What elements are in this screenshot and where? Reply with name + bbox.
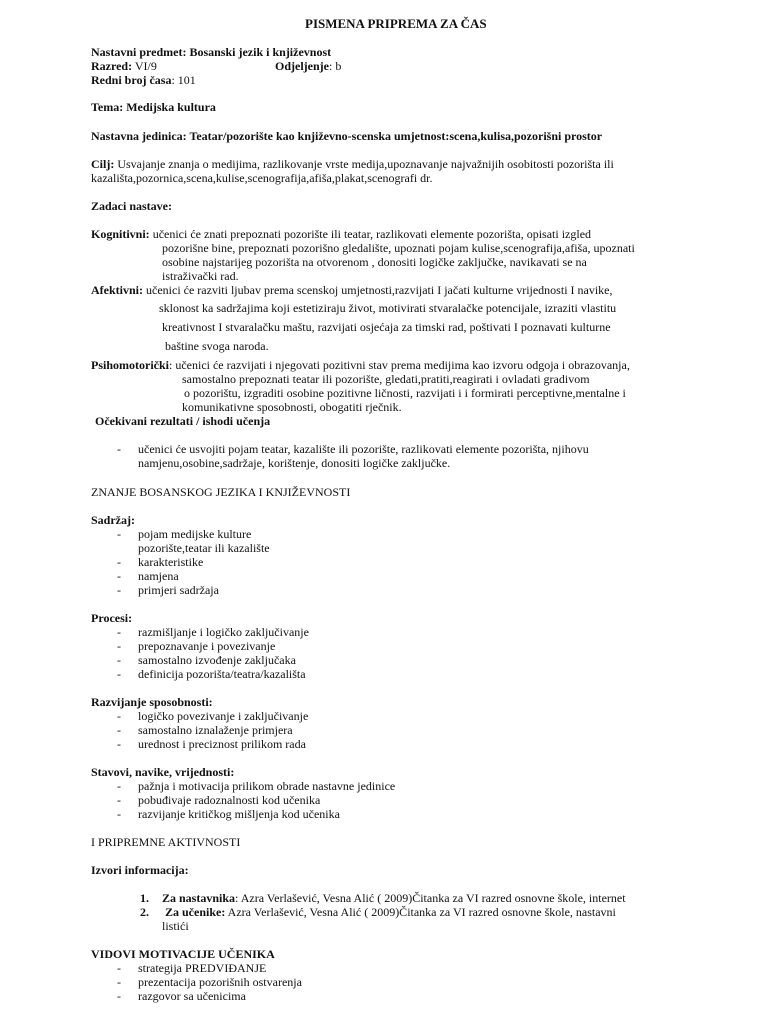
cognitive-text-2: pozorišne bine, prepoznati pozorišno gledalište, upoznati pojam kulise,scenografija,afiša, upoznati	[162, 241, 635, 255]
teaching-unit-label: Nastavna jedinica	[91, 129, 183, 143]
affective-text-2: sklonost ka sadržajima koji estetiziraju život, motivirati stvaralačke potencijale, izraziti vlastitu	[159, 301, 617, 315]
theme-heading: Tema: Medijska kultura	[91, 100, 216, 114]
goal-label: Cilj:	[91, 157, 115, 171]
psychomotor-text-3: o pozorištu, izgraditi osobine pozitivne ličnosti, razvijati i i formirati perceptivne,mentalne i	[184, 386, 626, 400]
affective-label: Afektivni:	[91, 283, 143, 297]
expected-text-2: namjenu,osobine,sadržaje, korištenje, donositi logičke zaključke.	[138, 456, 451, 470]
motivation-bullet: -	[117, 989, 121, 1003]
attitudes-item: razvijanje kritičkog mišljenja kod učenika	[138, 807, 340, 821]
processes-item: samostalno izvođenje zaključaka	[138, 653, 296, 667]
psychomotor-line-1	[91, 358, 630, 372]
attitudes-item: pobuđivaje radoznalnosti kod učenika	[138, 793, 321, 807]
processes-item: razmišljanje i logičko zaključivanje	[138, 625, 309, 639]
affective-line-1	[91, 283, 613, 297]
motivation-item: prezentacija pozorišnih ostvarenja	[138, 975, 302, 989]
abilities-item: urednost i preciznost prilikom rada	[138, 737, 306, 751]
goal-text-1: Usvajanje znanja o medijima, razlikovanje vrste medija,upoznavanje najvažnijih osobitosti pozorišta ili	[114, 157, 614, 171]
subject-label: Nastavni predmet	[91, 45, 183, 59]
goal-text-2: kazališta,pozornica,scena,kulise,scenografija,afiša,plakat,scenografi dr.	[91, 171, 433, 185]
subject-value: : Bosanski jezik i književnost	[182, 45, 332, 59]
expected-text-1: učenici će usvojiti pojam teatar, kazalište ili pozorište, razlikovati elemente pozorišta, njihovu	[138, 442, 589, 456]
tasks-heading: Zadaci nastave:	[91, 199, 172, 213]
motivation-item: razgovor sa učenicima	[138, 989, 246, 1003]
abilities-item: logičko povezivanje i zaključivanje	[138, 709, 309, 723]
motivation-bullet: -	[117, 961, 121, 975]
source-text: Azra Verlašević, Vesna Alić ( 2009)Čitanka za VI razred osnovne škole, nastavni	[225, 905, 616, 919]
content-item: pojam medijske kulture	[138, 527, 252, 541]
psychomotor-label: Psihomotorički	[91, 358, 169, 372]
department-line	[275, 59, 341, 73]
processes-item: prepoznavanje i povezivanje	[138, 639, 276, 653]
knowledge-heading: ZNANJE BOSANSKOG JEZIKA I KNJIŽEVNOSTI	[91, 485, 351, 499]
attitudes-bullet: -	[117, 807, 121, 821]
cognitive-label: Kognitivni:	[91, 227, 150, 241]
sources-heading: Izvori informacija:	[91, 863, 189, 877]
source-label: Za učenike:	[165, 905, 226, 919]
psychomotor-text-4: komunikativne sposobnosti, obogatiti rječnik.	[182, 400, 402, 414]
processes-bullet: -	[117, 653, 121, 667]
abilities-heading: Razvijanje sposobnosti:	[91, 695, 213, 709]
teaching-unit-value: : Teatar/pozorište kao književno-scenska umjetnost:scena,kulisa,pozorišni prostor	[182, 129, 603, 143]
content-item: pozorište,teatar ili kazalište	[138, 541, 270, 555]
content-heading: Sadržaj:	[91, 513, 135, 527]
source-number: 1.	[140, 891, 149, 905]
goal-line-1	[91, 157, 614, 171]
processes-bullet: -	[117, 625, 121, 639]
teaching-unit	[91, 129, 602, 143]
psychomotor-text-2: samostalno prepoznati teatar ili pozorište, gledati,pratiti,reagirati i ovladati gradivom	[182, 372, 590, 386]
motivation-item: strategija PREDVIĐANJE	[138, 961, 267, 975]
affective-text-3: kreativnost I stvaralačku maštu, razvijati osjećaja za timski rad, poštivati I poznavati kulturne	[162, 320, 611, 334]
abilities-bullet: -	[117, 737, 121, 751]
preparatory-activities-heading: I PRIPREMNE AKTIVNOSTI	[91, 835, 241, 849]
source-line-2	[165, 905, 616, 919]
content-item: namjena	[138, 569, 179, 583]
lesson-number-label: Redni broj časa	[91, 73, 172, 87]
motivation-heading: VIDOVI MOTIVACIJE UČENIKA	[91, 947, 275, 961]
attitudes-bullet: -	[117, 779, 121, 793]
abilities-bullet: -	[117, 709, 121, 723]
expected-bullet: -	[117, 442, 121, 456]
psychomotor-text-1: : učenici će razvijati i njegovati pozitivni stav prema medijima kao izvoru odgoja i obrazovanja,	[169, 358, 630, 372]
lesson-number-line	[91, 73, 196, 87]
source-label: Za nastavnika	[162, 891, 236, 905]
source-text-continued: listići	[162, 919, 189, 933]
motivation-bullet: -	[117, 975, 121, 989]
content-item: karakteristike	[138, 555, 204, 569]
cognitive-text-1: učenici će znati prepoznati pozorište ili teatar, razlikovati elemente pozorišta, opisati izgled	[149, 227, 592, 241]
attitudes-item: pažnja i motivacija prilikom obrade nastavne jedinice	[138, 779, 396, 793]
expected-results-heading: Očekivani rezultati / ishodi učenja	[95, 414, 271, 428]
content-bullet: -	[117, 527, 121, 541]
abilities-bullet: -	[117, 723, 121, 737]
class-value: VI/9	[132, 59, 157, 73]
content-item: primjeri sadržaja	[138, 583, 219, 597]
processes-heading: Procesi:	[91, 611, 133, 625]
source-number: 2.	[140, 905, 149, 919]
affective-text-4: baštine svoga naroda.	[165, 339, 269, 353]
source-line-1	[162, 891, 626, 905]
class-line	[91, 59, 157, 73]
document-title: PISMENA PRIPREMA ZA ČAS	[305, 16, 487, 31]
content-bullet: -	[117, 583, 121, 597]
processes-bullet: -	[117, 639, 121, 653]
cognitive-text-3: osobine najstarijeg pozorišta na otvorenom , donositi logičke zaključke, navikavati se na	[162, 255, 587, 269]
subject-line	[91, 45, 331, 59]
abilities-item: samostalno iznalaženje primjera	[138, 723, 293, 737]
content-bullet: -	[117, 569, 121, 583]
class-label: Razred:	[91, 59, 133, 73]
processes-bullet: -	[117, 667, 121, 681]
lesson-number-value: : 101	[171, 73, 196, 87]
affective-text-1: učenici će razviti ljubav prema scenskoj umjetnosti,razvijati I jačati kulturne vrijednosti I navike,	[143, 283, 613, 297]
source-text: : Azra Verlašević, Vesna Alić ( 2009)Čitanka za VI razred osnovne škole, internet	[235, 891, 626, 905]
processes-item: definicija pozorišta/teatra/kazališta	[138, 667, 306, 681]
attitudes-heading: Stavovi, navike, vrijednosti:	[91, 765, 235, 779]
content-bullet: -	[117, 555, 121, 569]
cognitive-line-1	[91, 227, 591, 241]
cognitive-text-4: istraživački rad.	[162, 269, 239, 283]
attitudes-bullet: -	[117, 793, 121, 807]
department-label: Odjeljenje	[275, 59, 329, 73]
department-value: : b	[328, 59, 342, 73]
